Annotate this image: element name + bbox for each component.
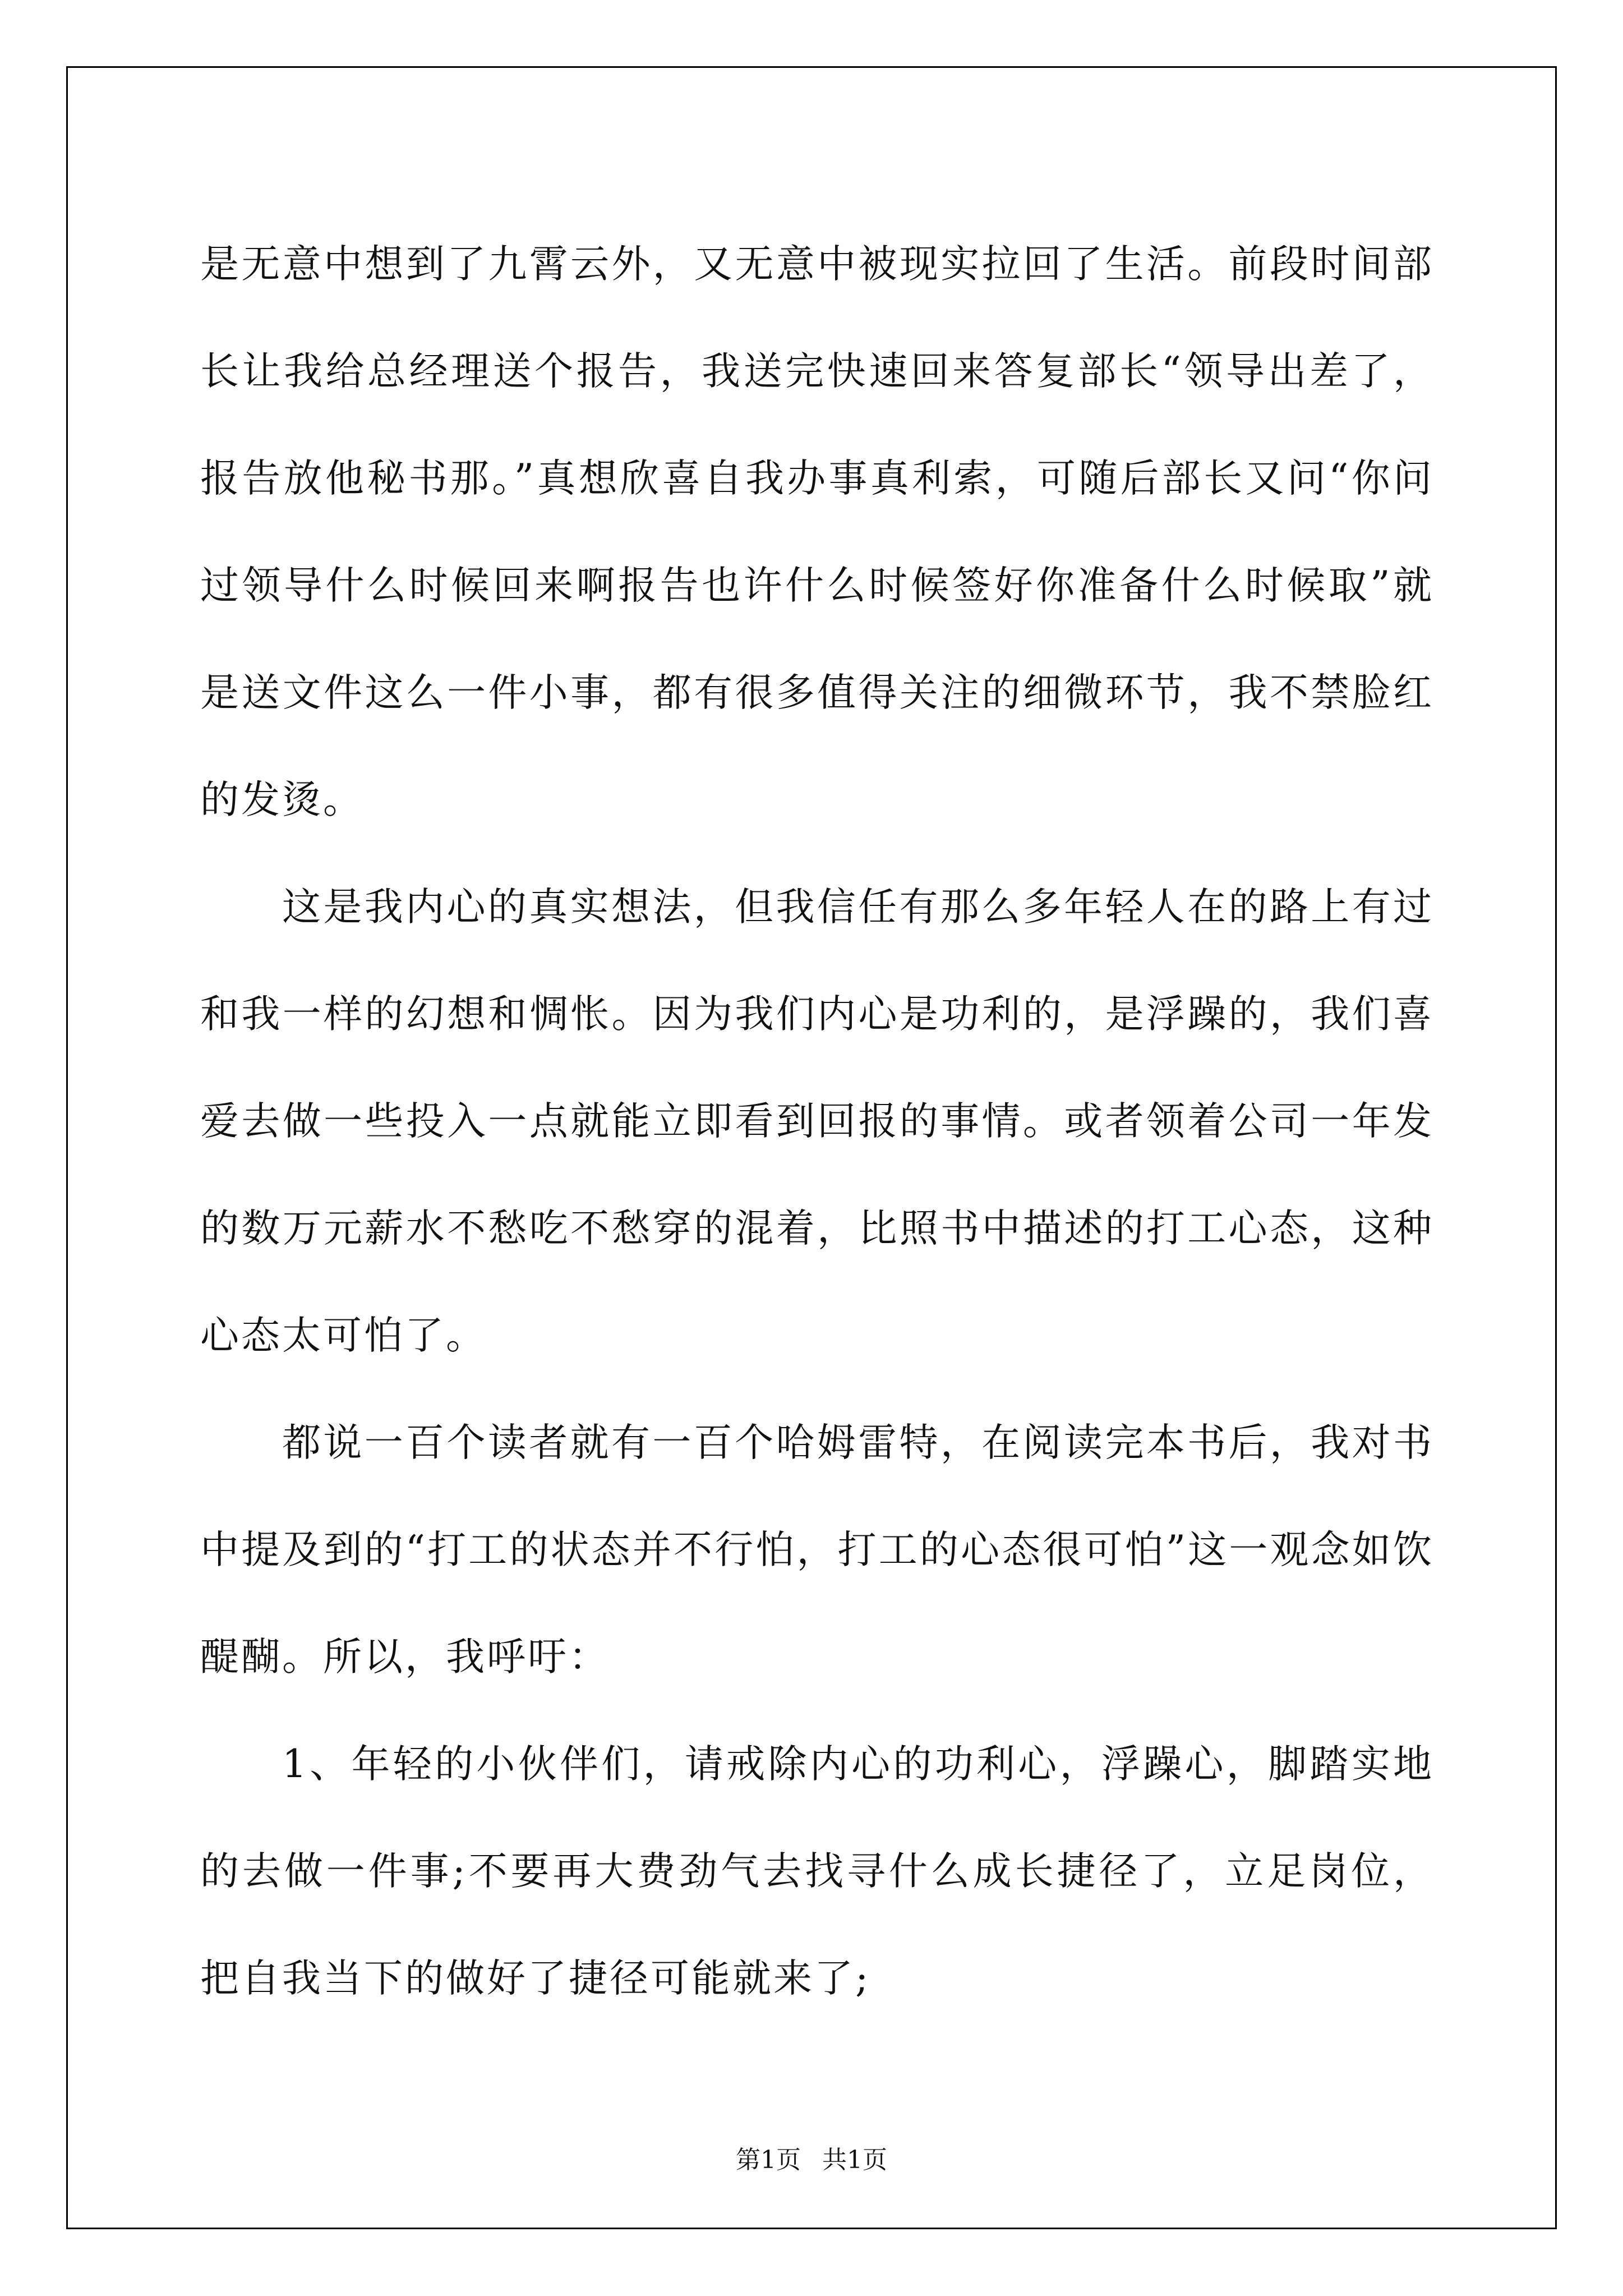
document-body <box>200 211 1434 2032</box>
page-number-current: 第1页 <box>736 2146 801 2174</box>
paragraph-1: 是无意中想到了九霄云外，又无意中被现实拉回了生活。前段时间部长让我给总经理送个报告，我送完快速回来答复部长“领导出差了，报告放他秘书那。”真想欣喜自我办事真利索，可随后部长又问“你问过领导什么时候回来啊报告也许什么时候签好你准备什么时候取”就是送文件这么一件小事，都有很多值得关注的细微环节，我不禁脸红的发烫。 <box>200 242 1434 822</box>
paragraph-2: 这是我内心的真实想法，但我信任有那么多年轻人在的路上有过和我一样的幻想和惆怅。因为我们内心是功利的，是浮躁的，我们喜爱去做一些投入一点就能立即看到回报的事情。或者领着公司一年发的数万元薪水不愁吃不愁穿的混着，比照书中描述的打工心态，这种心态太可怕了。 <box>200 885 1434 1358</box>
page-number-total: 共1页 <box>822 2146 887 2174</box>
paragraph-3: 都说一百个读者就有一百个哈姆雷特，在阅读完本书后，我对书中提及到的“打工的状态并不行怕，打工的心态很可怕”这一观念如饮醍醐。所以，我呼吁： <box>200 1420 1434 1680</box>
page-footer <box>0 2139 1623 2175</box>
paragraph-4: 1、年轻的小伙伴们，请戒除内心的功利心，浮躁心，脚踏实地的去做一件事;不要再大费劲气去找寻什么成长捷径了，立足岗位，把自我当下的做好了捷径可能就来了; <box>200 1742 1434 2001</box>
